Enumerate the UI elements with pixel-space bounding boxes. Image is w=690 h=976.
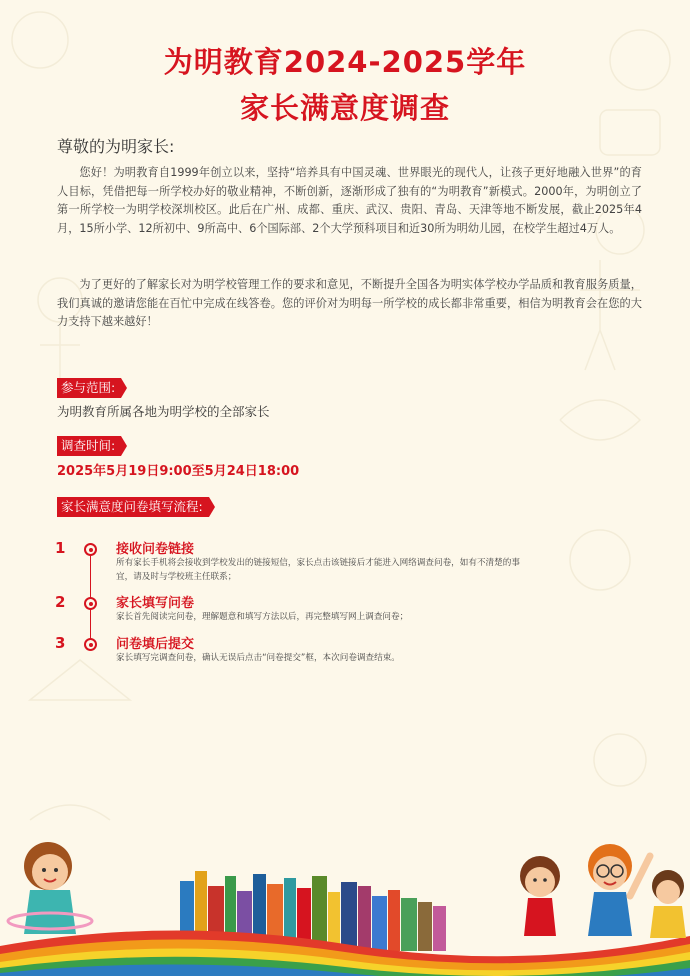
- step-number: 2: [55, 593, 66, 611]
- step-title: 家长填写问卷: [116, 596, 195, 611]
- step-title: 问卷填后提交: [116, 637, 195, 652]
- process-label: 家长满意度问卷填写流程:: [57, 497, 209, 517]
- step-title: 接收问卷链接: [116, 542, 195, 557]
- step-number: 3: [55, 634, 66, 652]
- intro-paragraph-1: 您好！为明教育自1999年创立以来，坚持“培养具有中国灵魂、世界眼光的现代人，让孩子更好地融入世界”的育人目标，凭借把每一所学校办好的敬业精神，不断创新，逐渐形成了独有的“为明教育”新模式。2000年，为明创立了第一所学校一为明学校深圳校区。此后在广州、成都、重庆、武汉、贵阳、青岛、天津等地不断发展，截止2025年4月，15所小学、12所初中、9所高中、6个国际部、2个大学预科项目和近30所为明幼儿园，在校学生超过4万人。: [57, 166, 642, 235]
- footer-illustration: [0, 826, 690, 976]
- time-label: 调查时间:: [57, 436, 121, 456]
- timeline-line: [90, 546, 91, 646]
- step-description: 家长填写完调查问卷，确认无误后点击“问卷提交”框，本次问卷调查结束。: [116, 653, 400, 663]
- girl-illustration: [8, 842, 92, 934]
- scope-label: 参与范围:: [57, 378, 121, 398]
- step-description: 家长首先阅读完问卷，理解题意和填写方法以后，再完整填写网上调查问卷；: [116, 612, 409, 622]
- timeline-dot-icon: [84, 638, 97, 651]
- page-title-line1: 为明教育2024-2025学年: [163, 45, 527, 79]
- step-number: 1: [55, 539, 66, 557]
- step-description: 所有家长手机将会接收到学校发出的链接短信，家长点击该链接后才能进入网络调查问卷，如有不清楚的事宜，请及时与学校班主任联系；: [116, 558, 520, 582]
- page-title-line2: 家长满意度调查: [239, 91, 450, 125]
- intro-paragraph-2: 为了更好的了解家长对为明学校管理工作的要求和意见，不断提升全国各为明实体学校办学品质和教育服务质量，我们真诚的邀请您能在百忙中完成在线答卷。您的评价对为明每一所学校的成长都非常重要，相信为明教育会在您的大力支持下越来越好！: [57, 278, 642, 329]
- greeting: 尊敬的为明家长:: [57, 137, 175, 156]
- time-value: 2025年5月19日9:00至5月24日18:00: [57, 464, 300, 479]
- scope-value: 为明教育所属各地为明学校的全部家长: [57, 404, 270, 419]
- timeline-dot-icon: [84, 543, 97, 556]
- kids-illustration: [520, 844, 686, 938]
- timeline-dot-icon: [84, 597, 97, 610]
